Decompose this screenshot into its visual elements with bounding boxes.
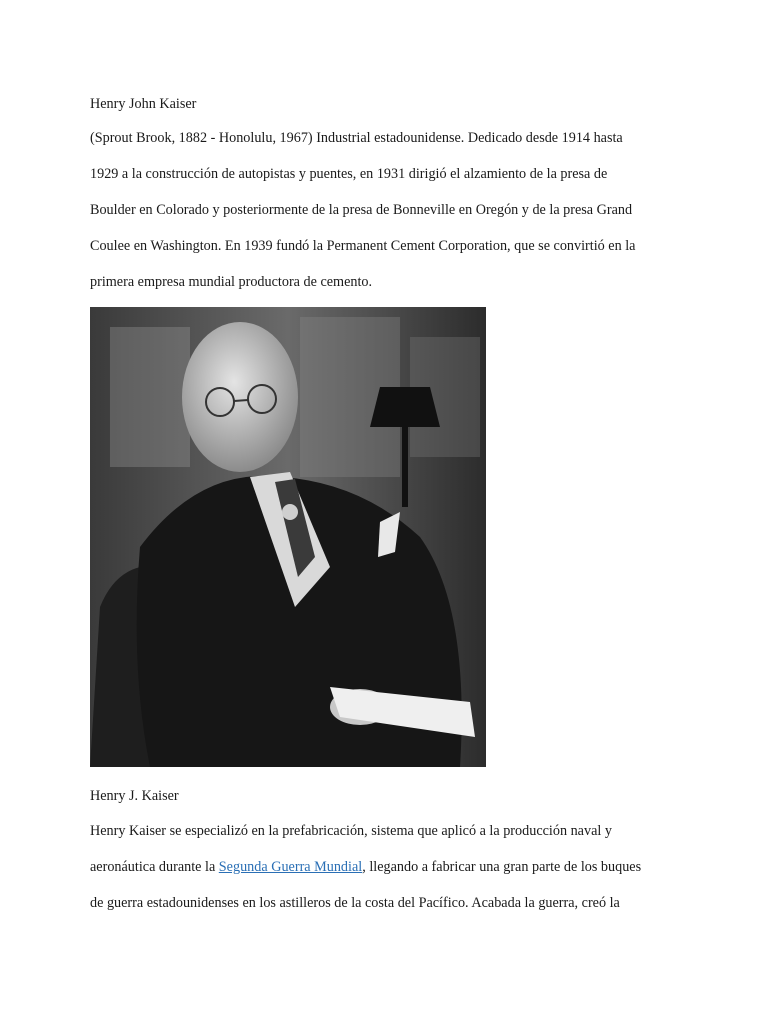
paragraph-line: primera empresa mundial productora de cemento. — [90, 274, 373, 290]
paragraph-text: , llegando a fabricar una gran parte de los buques — [362, 859, 642, 875]
paragraph-line: 1929 a la construcción de autopistas y puentes, en 1931 dirigió el alzamiento de la presa de — [90, 166, 608, 182]
paragraph-line — [90, 857, 690, 893]
paragraph-intro — [90, 128, 690, 308]
paragraph-line: Boulder en Colorado y posteriormente de la presa de Bonneville en Oregón y de la presa Grand — [90, 202, 633, 218]
paragraph-body — [90, 821, 690, 929]
paragraph-line: (Sprout Brook, 1882 - Honolulu, 1967) Industrial estadounidense. Dedicado desde 1914 hasta — [90, 130, 623, 146]
paragraph-text: aeronáutica durante la — [90, 859, 219, 875]
paragraph-line: Coulee en Washington. En 1939 fundó la Permanent Cement Corporation, que se convirtió en la — [90, 238, 636, 254]
paragraph-line: Henry Kaiser se especializó en la prefabricación, sistema que aplicó a la producción naval y — [90, 823, 612, 839]
photo-caption: Henry J. Kaiser — [90, 788, 179, 804]
paragraph-line: de guerra estadounidenses en los astilleros de la costa del Pacífico. Acabada la guerra, creó la — [90, 895, 620, 911]
portrait-illustration — [90, 307, 486, 767]
link-segunda-guerra-mundial[interactable]: Segunda Guerra Mundial — [218, 859, 363, 875]
document-title: Henry John Kaiser — [90, 96, 197, 112]
portrait-photo — [90, 307, 486, 767]
